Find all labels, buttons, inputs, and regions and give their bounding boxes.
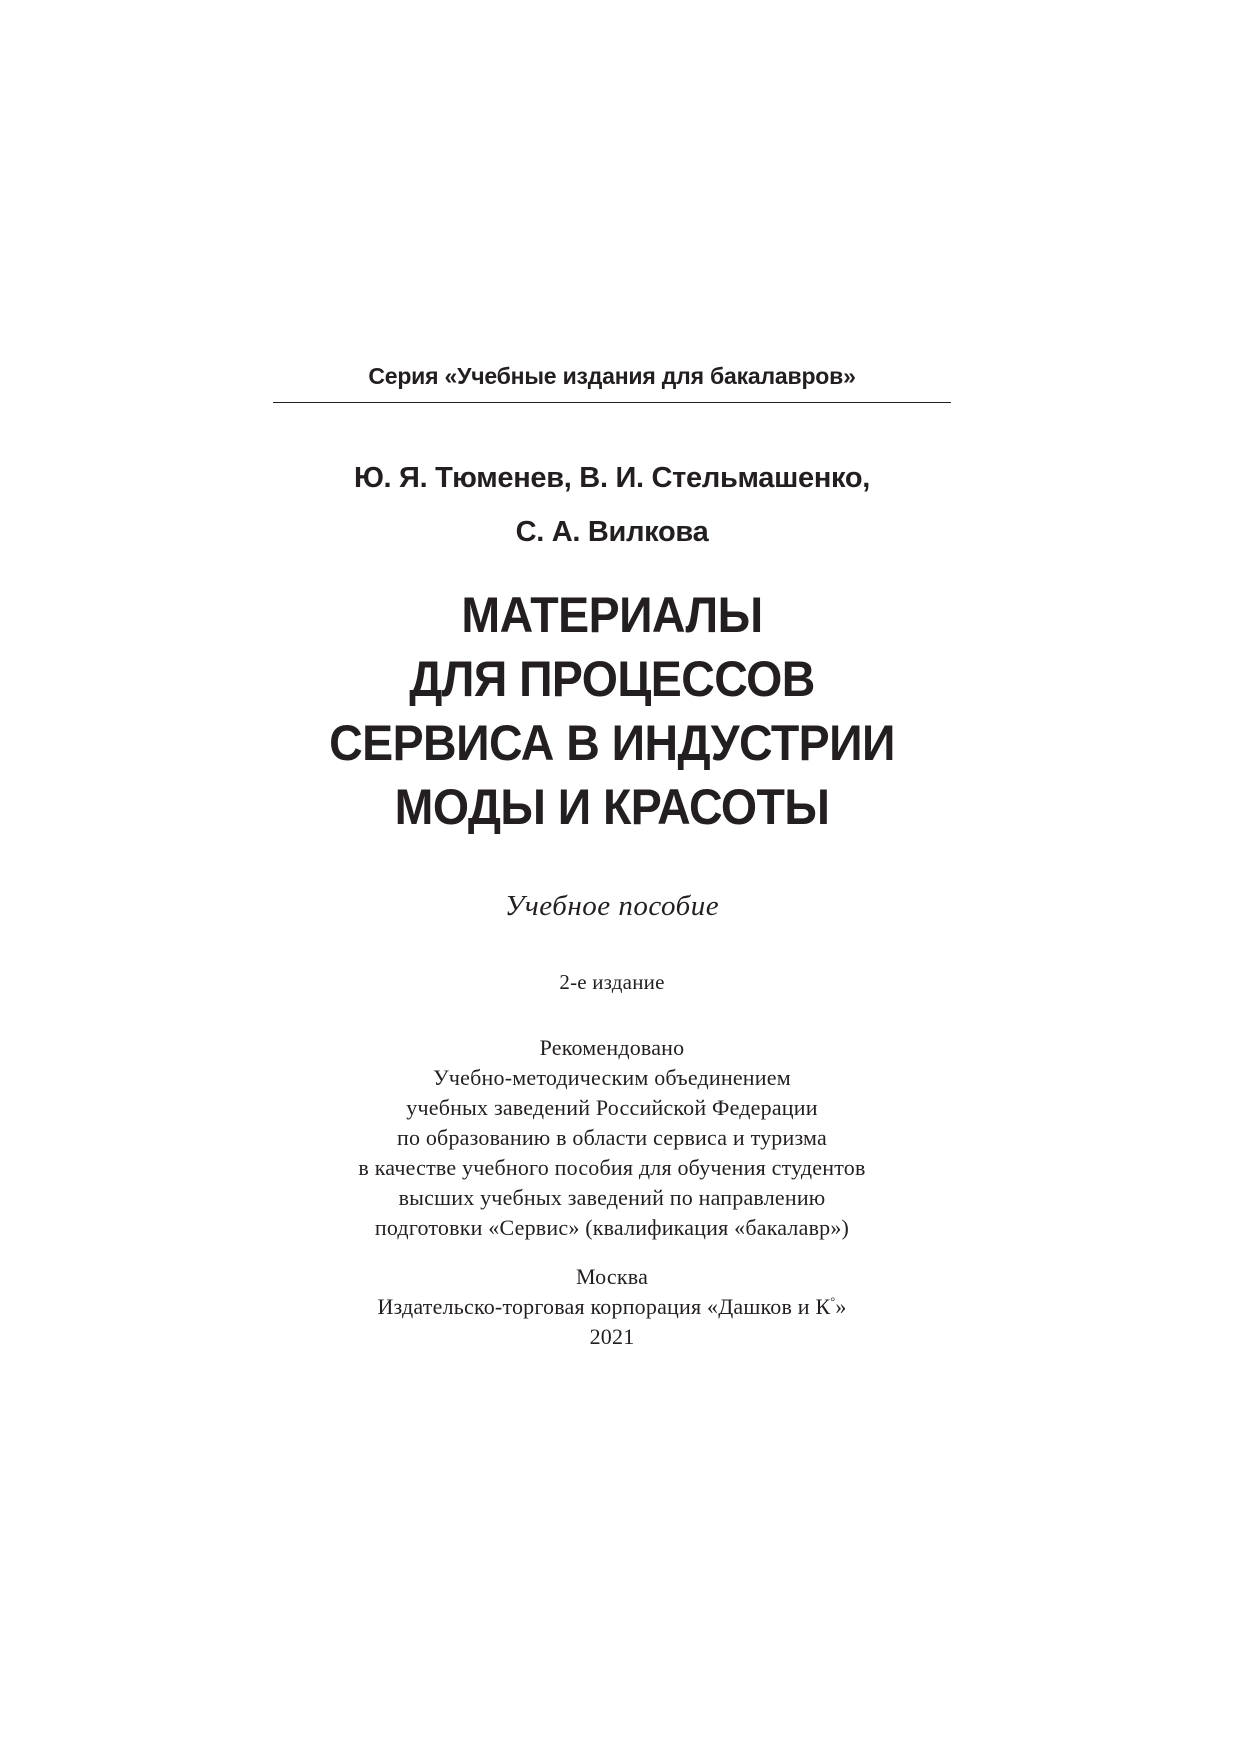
series-heading: Серия «Учебные издания для бакалавров» [368,363,856,389]
publisher-closing-quote: » [835,1294,847,1319]
authors-line-1: Ю. Я. Тюменев, В. И. Стельмашенко, [353,462,871,494]
recommendation-block [200,1033,1024,1243]
recommendation-line: в качестве учебного пособия для обучения студентов [358,1155,866,1180]
imprint-city: Москва [575,1264,649,1289]
recommendation-line: высших учебных заведений по направлению [398,1185,826,1210]
imprint-publisher [200,1292,1024,1322]
recommendation-line: учебных заведений Российской Федерации [406,1095,818,1120]
title-line: МАТЕРИАЛЫ [461,587,763,643]
title-line: СЕРВИСА В ИНДУСТРИИ [329,715,895,771]
recommendation-line: по образованию в области сервиса и туризма [396,1125,827,1150]
edition-label: 2-е издание [559,970,665,994]
book-subtitle: Учебное пособие [504,890,720,922]
recommendation-line: Учебно-методическим объединением [433,1065,791,1090]
title-line: МОДЫ И КРАСОТЫ [394,779,830,835]
authors-line-2: С. А. Вилкова [515,516,709,548]
publisher-name: Издательско-торговая корпорация «Дашков и К [377,1294,831,1319]
recommendation-line: Рекомендовано [539,1035,685,1060]
imprint-block [200,1262,1024,1352]
book-title [182,583,1041,839]
imprint-year: 2021 [589,1324,635,1349]
series-divider [273,402,951,403]
degree-sign: ° [830,1294,836,1309]
recommendation-line: подготовки «Сервис» (квалификация «бакалавр») [374,1215,850,1240]
title-line: ДЛЯ ПРОЦЕССОВ [409,651,815,707]
